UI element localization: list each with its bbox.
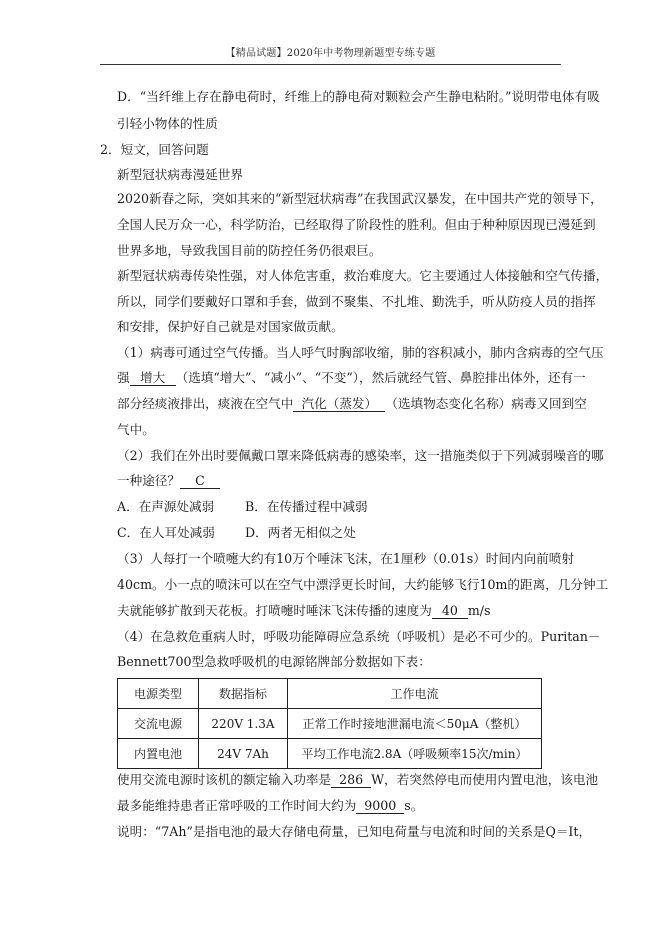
- power-spec-table: [117, 678, 542, 769]
- answer-blank-2: 汽化（蒸发）: [293, 396, 385, 412]
- table-header-cell: 工作电流: [288, 679, 542, 709]
- sub-4-line-1: （4）在急救危重病人时，呼吸功能障碍应急系统（呼吸机）是必不可少的。Puritan－: [117, 629, 601, 644]
- article-title: 新型冠状病毒漫延世界: [117, 167, 243, 182]
- after-table-line-1-prefix: 使用交流电源时该机的额定输入功率是: [117, 772, 332, 787]
- sub-1-line-2-suffix: （选填“增大”、“减小”、“不变”），然后就经气管、鼻腔排出体外，还有一: [175, 370, 586, 385]
- after-table-line-1-suffix: W，若突然停电而使用内置电池，该电池: [371, 772, 599, 787]
- sub-1-line-1: （1）病毒可通过空气传播。当人呼气时胸部收缩，肺的容积减小，肺内含病毒的空气压: [117, 345, 604, 360]
- sub-1-line-3-suffix: （选填物态变化名称）病毒又回到空: [385, 396, 587, 411]
- after-table-line-2-suffix: s。: [404, 798, 424, 813]
- table-cell: 24V 7Ah: [199, 739, 288, 769]
- table-cell: 正常工作时接地泄漏电流＜50μA（整机）: [288, 709, 542, 739]
- sub-1-line-3-prefix: 部分经痰液排出，痰液在空气中: [117, 396, 294, 411]
- option-d: D．两者无相似之处: [245, 525, 356, 540]
- answer-blank-3: C: [180, 473, 220, 489]
- answer-blank-5: 286: [331, 772, 371, 788]
- sub-1-line-2: [117, 369, 586, 387]
- paragraph-2-line-3: 和安排，保护好自己就是对国家做贡献。: [117, 319, 344, 334]
- sub-3-line-3-unit: m/s: [467, 603, 491, 618]
- table-row: [118, 709, 542, 739]
- table-header-cell: 电源类型: [118, 679, 199, 709]
- answer-blank-6: 9000: [356, 798, 404, 814]
- paragraph-2-line-2: 所以，同学们要戴好口罩和手套，做到不聚集、不扎堆、勤洗手，听从防疫人员的指挥: [117, 294, 596, 309]
- header-rule: [100, 64, 561, 65]
- table-cell: 平均工作电流2.8A（呼吸频率15次/min）: [288, 739, 542, 769]
- after-table-line-1: [117, 771, 598, 789]
- answer-blank-4: 40: [432, 603, 468, 619]
- sub-2-line-1: （2）我们在外出时要佩戴口罩来降低病毒的感染率，这一措施类似于下列减弱噪音的哪: [117, 448, 604, 463]
- option-b: B．在传播过程中减弱: [245, 499, 368, 514]
- sub-3-line-2: 40cm。小一点的喷沫可以在空气中漂浮更长时间，大约能够飞行10m的距离，几分钟工: [117, 577, 609, 592]
- table-row: [118, 739, 542, 769]
- answer-blank-1: 增大: [130, 370, 176, 386]
- page-header: 【精品试题】2020年中考物理新题型专练专题: [225, 48, 436, 59]
- sub-3-line-3-prefix: 夫就能够扩散到天花板。打喷嚏时唾沫飞沫传播的速度为: [117, 603, 432, 618]
- table-header-cell: 数据指标: [199, 679, 288, 709]
- option-d-line-1: D．“当纤维上存在静电荷时，纤维上的静电荷对颗粒会产生静电粘附。”说明带电体有吸: [117, 89, 600, 104]
- option-a: A．在声源处减弱: [117, 499, 215, 514]
- question-2-title: 2．短文，回答问题: [100, 142, 209, 157]
- sub-4-line-2: Bennett700型急救呼吸机的电源铭牌部分数据如下表：: [117, 654, 431, 669]
- option-c: C．在人耳处减弱: [117, 525, 215, 540]
- paragraph-1-line-1: 2020新春之际，突如其来的“新型冠状病毒”在我国武汉暴发，在中国共产党的领导下，: [117, 191, 603, 206]
- paragraph-1-line-3: 世界多地，导致我国目前的防控任务仍很艰巨。: [117, 243, 382, 258]
- after-table-line-2-prefix: 最多能维持患者正常呼吸的工作时间大约为: [117, 798, 357, 813]
- note-line: 说明：“7Ah”是指电池的最大存储电荷量，已知电荷量与电流和时间的关系是Q＝It，: [117, 824, 592, 839]
- table-cell: 220V 1.3A: [199, 709, 288, 739]
- sub-1-line-2-prefix: 强: [117, 370, 130, 385]
- table-header-row: [118, 679, 542, 709]
- sub-1-line-3: [117, 395, 587, 413]
- table-cell: 内置电池: [118, 739, 199, 769]
- sub-1-line-4: 气中。: [117, 422, 155, 437]
- option-d-line-2: 引轻小物体的性质: [117, 116, 218, 131]
- table-cell: 交流电源: [118, 709, 199, 739]
- paragraph-2-line-1: 新型冠状病毒传染性强，对人体危害重，救治难度大。它主要通过人体接触和空气传播，: [117, 268, 609, 283]
- sub-2-line-2-prefix: 一种途径？: [117, 473, 180, 488]
- sub-3-line-3: [117, 602, 491, 620]
- after-table-line-2: [117, 797, 423, 815]
- sub-3-line-1: （3）人每打一个喷嚏大约有10万个唾沫飞沫，在1厘秒（0.01s）时间内向前喷射: [117, 551, 574, 566]
- paragraph-1-line-2: 全国人民万众一心，科学防治，已经取得了阶段性的胜利。但由于种种原因现已漫延到: [117, 217, 596, 232]
- sub-2-line-2: [117, 472, 220, 490]
